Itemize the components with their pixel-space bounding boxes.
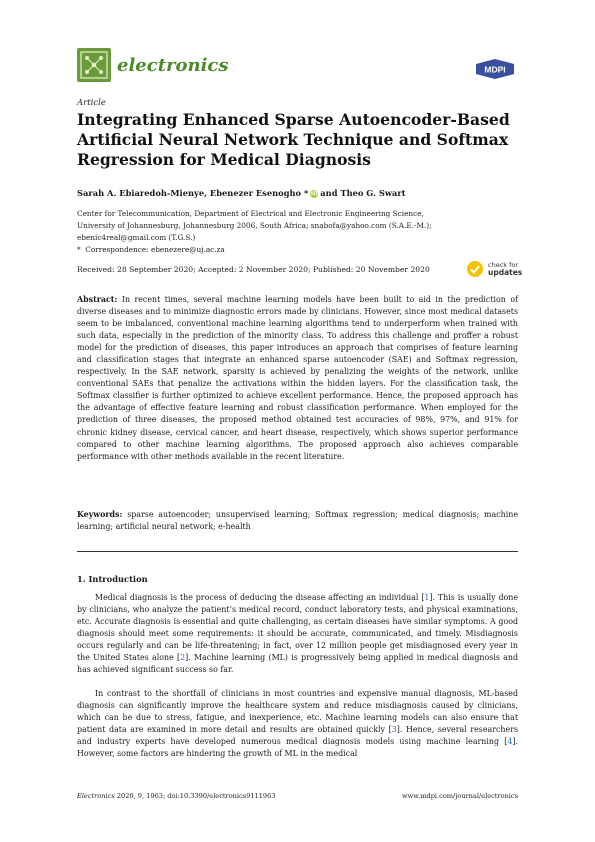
mdpi-logo (474, 58, 516, 80)
check-for-updates-label[interactable] (488, 262, 522, 277)
author-list (77, 188, 406, 198)
publication-dates: Received: 28 September 2020; Accepted: 2 November 2020; Published: 20 November 2020 (77, 265, 430, 274)
authors-part1: Sarah A. Ebiaredoh-Mienye, Ebenezer Esenogho * (77, 188, 309, 198)
section-divider (77, 551, 518, 552)
intro-paragraph-1 (77, 592, 518, 676)
section-heading: 1. Introduction (77, 574, 148, 584)
citation-link[interactable]: 1 (424, 593, 430, 602)
affiliation-line-1: Center for Telecommunication, Department of Electrical and Electronic Engineering Science, (77, 209, 424, 218)
intro-p1-text-b: ]. This is usually done by clinicians, who analyze the patient’s medical record, conduct laboratory tests, and physical examinations, etc. Accurate diagnosis is essential and quite challenging, as certain diseases have similar symptoms. A good diagnosis should meet some requirements: it should be accurate, communicated, and timely. Misdiagnosis occurs regularly and can be life-threatening; in fact, over 12 million people get misdiagnosed every year in the United States alone [ (77, 593, 519, 663)
journal-name: electronics (117, 55, 229, 76)
abstract-text: In recent times, several machine learning models have been built to aid in the prediction of diverse diseases and to minimize diagnostic errors made by clinicians. However, since most medical datasets seem to be imbalanced, conventional machine learning algorithms tend to underperform when trained with such data, especially in the prediction of the minority class. To address this challenge and proffer a robust model for the prediction of diseases, this paper introduces an approach that comprises of feature learning and classification stages that integrate an enhanced sparse autoencoder (SAE) and Softmax regression, respectively. In the SAE network, sparsity is achieved by penalizing the weights of the network, unlike conventional SAEs that penalize the activations within the hidden layers. For the classification task, the Softmax classifier is further optimized to achieve excellent performance. Hence, the proposed approach has the advantage of effective feature learning and robust classification performance. When employed for the prediction of three diseases, the proposed method obtained test accuracies of 98%, 97%, and 91% for chronic kidney disease, cervical cancer, and heart disease, respectively, which shows superior performance compared to other machine learning algorithms. The proposed approach also achieves comparable performance with other methods available in the recent literature. (77, 295, 518, 461)
affiliation-line-3: ebenic4real@gmail.com (T.G.S.) (77, 233, 196, 242)
intro-p1-text-c: ]. Machine learning (ML) is progressively being applied in medical diagnosis and has achieved significant success so far. (77, 653, 518, 675)
intro-p2-text-a: In contrast to the shortfall of clinicians in most countries and expensive manual diagnosis, ML-based diagnosis can significantly improve the healthcare system and reduce misdiagnosis caused by clinicians, which can be due to stress, fatigue, and inexperience, etc. Machine learning models can also ensure that patient data are examined in more detail and results are obtained quickly [ (77, 689, 518, 735)
keywords (77, 509, 518, 533)
mdpi-logo-text: MDPI (484, 64, 506, 75)
article-type: Article (77, 98, 106, 108)
orcid-icon[interactable]: iD (310, 191, 318, 197)
footer-citation (77, 792, 275, 800)
correspondence-email[interactable]: Correspondence: ebenezere@uj.ac.za (85, 245, 225, 254)
footer-doi[interactable]: 2020, 9, 1963; doi:10.3390/electronics9111963 (114, 792, 276, 800)
citation-link[interactable]: 2 (180, 653, 186, 663)
keywords-label: Keywords: (77, 510, 123, 519)
intro-p2-text-b: ]. Hence, several researchers and industry experts have developed numerous medical diagnosis models using machine learning [ (77, 725, 518, 747)
authors-part2: and Theo G. Swart (320, 188, 406, 198)
circuit-icon (77, 48, 111, 82)
updates-badge-icon (466, 260, 484, 278)
correspondence (77, 245, 225, 254)
footer-url[interactable]: www.mdpi.com/journal/electronics (401, 792, 518, 800)
citation-link[interactable]: 4 (507, 737, 513, 747)
mdpi-hexagon-icon (474, 58, 516, 80)
correspondence-marker: * (77, 245, 81, 254)
check-for-updates-icon[interactable] (466, 260, 484, 278)
intro-p1-text-a: Medical diagnosis is the process of deducing the disease affecting an individual [ (95, 593, 425, 602)
intro-paragraph-2 (77, 688, 518, 760)
journal-logo (77, 48, 111, 82)
keywords-text: sparse autoencoder; unsupervised learning; Softmax regression; medical diagnosis; machine learning; artificial neural network; e-health (77, 510, 518, 532)
footer-journal: Electronics (77, 792, 115, 800)
abstract (77, 294, 518, 463)
check-line-2: updates (488, 268, 523, 277)
abstract-label: Abstract: (77, 295, 118, 304)
affiliation-line-2: University of Johannesburg, Johannesburg 2006, South Africa; snabofa@yahoo.com (S.A.E.-M.); (77, 221, 432, 230)
paper-title: Integrating Enhanced Sparse Autoencoder-Based Artificial Neural Network Technique and Softmax Regression for Medical Diagnosis (77, 110, 510, 169)
check-line-1: check for (488, 261, 519, 269)
intro-p2-text-c: ]. However, some factors are hindering the growth of ML in the medical (77, 737, 518, 759)
citation-link[interactable]: 3 (391, 725, 397, 735)
